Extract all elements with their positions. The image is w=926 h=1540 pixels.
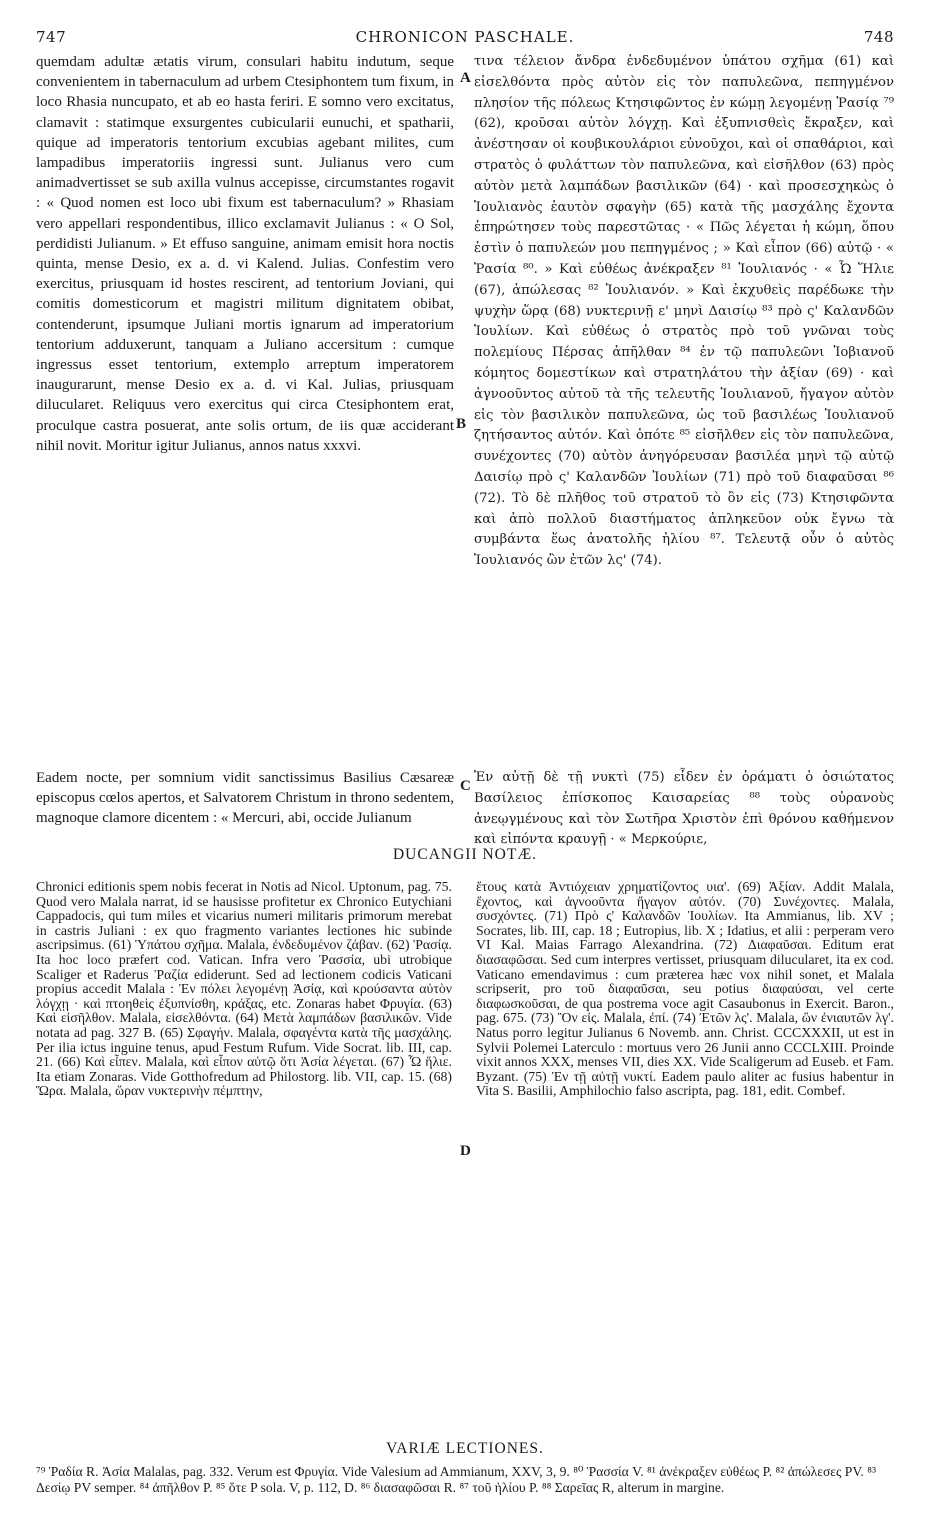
greek-text-mid: Ἐν αὐτῇ δὲ τῇ νυκτὶ (75) εἶδεν ἐν ὁράματι ὁ ὁσιώτατος Βασίλειος ἐπίσκοπος Καισαρείας ⁸⁸ τοὺς οὐρανοὺς ἀνεῳγμένους καὶ τὸν Σωτῆρα Χριστὸν ἐπὶ θρόνου καθήμενον καὶ εἰπόντα κραυγῇ · « Μερκούριε, xyxy=(474,770,894,848)
page-number-left: 747 xyxy=(36,28,67,46)
latin-text-top: quemdam adultæ ætatis virum, consulari habitu indutum, seque convenientem in tabernaculum ad urbem Ctesiphontem tum fixum, in loco Rhasia nuncupato, et ab eo hasta feriri. E somno vero excitatus, clamavit : statimque exsurgentes cubicularii eunuchi, et spatharii, quique ad imperatoris tentorium excubias agebant milites, cum lampadibus imperatoriis ingressi sunt. Julianus vero cum animadvertisset se sub axilla vulnus accepisse, circumstantes rogavit : « Quod nomen est loco ubi fixum est tabernaculum? » Rhasiam vero appellari respondentibus, illico exclamavit Julianus : « O Sol, perdidisti Julianum. » Et effuso sanguine, animam emisit hora noctis quinta, mense Desio, ex a. d. vi Kalend. Julias. Confestim vero exercitus, priusquam id hostes rescirent, ad tentorium Joviani, qui comitis domesticorum et magistri militum dignitatem obibat, contenderunt, ipsumque Juliani mortis ignarum ad imperatorium tentorium adduxerunt, tanquam a Juliano accersitum : cumque ingressus esset tentorium, extemplo arreptum imperatorem inaugurarunt, mense Desio ex a. d. vi Kal. Julias, priusquam dilucularet. Reliquus vero exercitus qui circa Ctesiphontem erat, proculque castra posuerat, ante solis ortum, de iis quæ acciderant nihil novit. Moritur igitur Julianus, annos natus xxxvi. xyxy=(36,54,454,454)
notes-heading: DUCANGII NOTÆ. xyxy=(392,846,538,863)
notes-left-column xyxy=(36,880,452,1099)
page xyxy=(36,28,894,1495)
variae-block xyxy=(36,1464,894,1496)
margin-marker-c: C xyxy=(460,778,471,794)
page-number-right: 748 xyxy=(863,28,894,46)
notes-right-column xyxy=(476,880,894,1099)
latin-text-mid: Eadem nocte, per somnium vidit sanctissimus Basilius Cæsareæ episcopus cœlos apertos, et Salvatorem Christum in throno sedentem, magnoque clamore dicentem : « Mercuri, abi, occide Julianum xyxy=(36,770,454,827)
variae-text: ⁷⁹ Ῥαδία R. Ἀσία Malalas, pag. 332. Verum est Φρυγία. Vide Valesium ad Ammianum, XXV, 3, 9. ⁸⁰ Ῥασσία V. ⁸¹ ἀνέκραξεν εὐθέως P. ⁸² ἀπώλεσες PV. ⁸³ Δεσίῳ PV semper. ⁸⁴ ἀπῆλθον P. ⁸⁵ ὅτε P sola. V, p. 112, D. ⁸⁶ διασαφῶσαι R. ⁸⁷ τοῦ ἡλίου P. ⁸⁸ Σαρεῖας R, alterum in margine. xyxy=(36,1464,877,1495)
notes-left-text: Chronici editionis spem nobis fecerat in Notis ad Nicol. Uptonum, pag. 75. Quod vero Malala narrat, id se hausisse profitetur ex Chronico Eutychiani Cappadocis, qui tum miles et vicarius numeri militaris primorum merebat in castris Juliani : ex quo fragmento variantes lectiones hic subinde ascripsimus. (61) Ὑπάτου σχῆμα. Malala, ἐνδεδυμένον ζάβαν. (62) Ῥασίᾳ. Ita hoc loco præfert cod. Vatican. Infra vero Ῥασσία, ubi utrobique Scaliger et Raderus Ῥαζία ediderunt. Sed ad lectionem codicis Vaticani propius accedit Malala : Ἐν πόλει λεγομένῃ Ἀσίᾳ, καὶ κρούσαντα αὐτὸν λόγχῃ · καὶ πτοηθεὶς ἐξυπνίσθη, κράξας, etc. Zonaras habet Φρυγία. (63) Καὶ εἰσῆλθον. Malala, εἰσελθόντα. (64) Μετὰ λαμπάδων βασιλικῶν. Vide notata ad pag. 327 B. (65) Σφαγήν. Malala, σφαγέντα κατὰ τῆς μασχάλης. Per ilia ictus inguine tenus, apud Festum Rufum. Vide Socrat. lib. III, cap. 21. (66) Καὶ εἶπεν. Malala, καὶ εἶπον αὐτῷ ὅτι Ἀσία λέγεται. (67) Ὦ ἥλιε. Ita etiam Zonaras. Vide Gotthofredum ad Philostorg. lib. VII, cap. 15. (68) Ὥρα. Malala, ὥραν νυκτερινὴν πέμπτην, xyxy=(36,879,452,1099)
margin-marker-d: D xyxy=(460,1143,471,1159)
greek-text-top: τινα τέλειον ἄνδρα ἐνδεδυμένον ὑπάτου σχῆμα (61) καὶ εἰσελθόντα πρὸς αὐτὸν εἰς τὸν παπυλεῶνα, πεπηγμένον πλησίον τῆς πόλεως Κτησιφῶντος ἐν κώμῃ λεγομένῃ Ῥασίᾳ ⁷⁹ (62), κροῦσαι αὐτὸν λόγχῃ. Καὶ ἐξυπνισθεὶς ἔκραξεν, καὶ ἀνέστησαν οἱ κουβικουλάριοι εὐνοῦχοι, καὶ οἱ σπαθάριοι, καὶ στρατὸς ὁ φυλάττων τὸν παπυλεῶνα, καὶ εἰσῆλθον (63) πρὸς αὐτὸν μετὰ λαμπάδων βασιλικῶν (64) · καὶ προσεσχηκὼς ὁ Ἰουλιανὸς ἑαυτὸν σφαγὴν (65) κατὰ τῆς μασχάλης ἔχοντα ἐπηρώτησεν τοὺς παρεστῶτας · « Πῶς λέγεται ἡ κώμη, ὅπου ἐστὶν ὁ παπυλεών μου πεπηγμένος ; » Καὶ εἶπον (66) αὐτῷ · « Ῥασία ⁸⁰. » Καὶ εὐθέως ἀνέκραξεν ⁸¹ Ἰουλιανός · « Ὦ Ἥλιε (67), ἀπώλεσας ⁸² Ἰουλιανόν. » Καὶ ἐκχυθεὶς παρέδωκε τὴν ψυχὴν ὥρᾳ (68) νυκτερινῇ ε' μηνὶ Δαισίῳ ⁸³ πρὸ ς' Καλανδῶν Ἰουλίων. Καὶ εὐθέως ὁ στρατὸς πρὸ τοῦ γνῶναι τοὺς πολεμίους Πέρσας ἀπῆλθαν ⁸⁴ ἐν τῷ παπυλεῶνι Ἰοβιανοῦ κόμητος δομεστίκων καὶ στρατηλάτου τὴν ἀξίαν (69) · καὶ ἀγνοοῦντος αὐτοῦ τὰ τῆς τελευτῆς Ἰουλιανοῦ, ἤγαγον αὐτὸν εἰς τὸν βασιλικὸν παπυλεῶνα, ὡς τοῦ βασιλέως Ἰουλιανοῦ ζητήσαντος αὐτόν. Καὶ ὁπότε ⁸⁵ εἰσῆλθεν εἰς τὸν παπυλεῶνα, συνέχοντες (70) αὐτὸν ἀνηγόρευσαν βασιλέα μηνὶ τῷ αὐτῷ Δαισίῳ πρὸ ς' Καλανδῶν Ἰουλίων (71) πρὸ τοῦ διαφαῦσαι ⁸⁶ (72). Τὸ δὲ πλῆθος τοῦ στρατοῦ τὸ ὂν εἰς (73) Κτησιφῶντα καὶ ἀπὸ πολλοῦ διαστήματος ἀπληκεῦον οὐκ ἔγνω τὰ συμβάντα ἕως ἀνατολῆς ἡλίου ⁸⁷. Τελευτᾷ οὖν ὁ αὐτὸς Ἰουλιανός ὢν ἐτῶν λς' (74). xyxy=(474,54,894,569)
margin-marker-b: B xyxy=(456,416,467,432)
latin-column-top xyxy=(36,52,454,456)
greek-column-top xyxy=(474,52,894,572)
latin-column-mid xyxy=(36,768,454,829)
running-header xyxy=(36,28,894,52)
margin-marker-a: A xyxy=(460,70,471,86)
notes-right-text: ἔτους κατὰ Ἀντιόχειαν χρηματίζοντος υια'. (69) Ἀξίαν. Addit Malala, ἔχοντος, καὶ ἀγνοοῦντα ἤγαγον αὐτόν. (70) Συνέχοντες. Malala, συσχόντες. (71) Πρὸ ς' Καλανδῶν Ἰουλίων. Ita Ammianus, lib. XV ; Socrates, lib. III, cap. 18 ; Eutropius, lib. X ; Idatius, et alii : perperam vero VI Kal. Maias Farrago Alexandrina. (72) Διαφαῦσαι. Editum erat διασαφῶσαι. Sed cum interpres vertisset, priusquam dilucularet, ita ex cod. Vaticano emendavimus : cum præterea hæc vox nihil sonet, et Malala scripserit, pro τοῦ διαφαῦσαι, seu potius διαφαύσαι, vel certe διαφωσκοῦσαι, de qua postrema voce agit Casaubonus in Exercit. Baron., pag. 675. (73) Ὂν εἰς. Malala, ἐπί. (74) Ἐτῶν λς'. Malala, ὢν ἐνιαυτῶν λγ'. Natus porro legitur Julianus 6 Novemb. ann. Christ. CCCXXXII, ut est in Sylvii Polemei Laterculo : mortuus vero 26 Junii anno CCCLXIII. Proinde vixit annos XXX, menses VII, dies XX. Vide Scaligerum ad Euseb. et Fam. Byzant. (75) Ἐν τῇ αὐτῇ νυκτί. Eadem paulo aliter ac fusius habentur in Vita S. Basilii, Amphilochio falso ascripta, pag. 181, edit. Combef. xyxy=(476,879,894,1099)
greek-column-mid xyxy=(474,768,894,851)
variae-heading: VARIÆ LECTIONES. xyxy=(386,1440,544,1457)
page-title: CHRONICON PASCHALE. xyxy=(355,28,575,46)
